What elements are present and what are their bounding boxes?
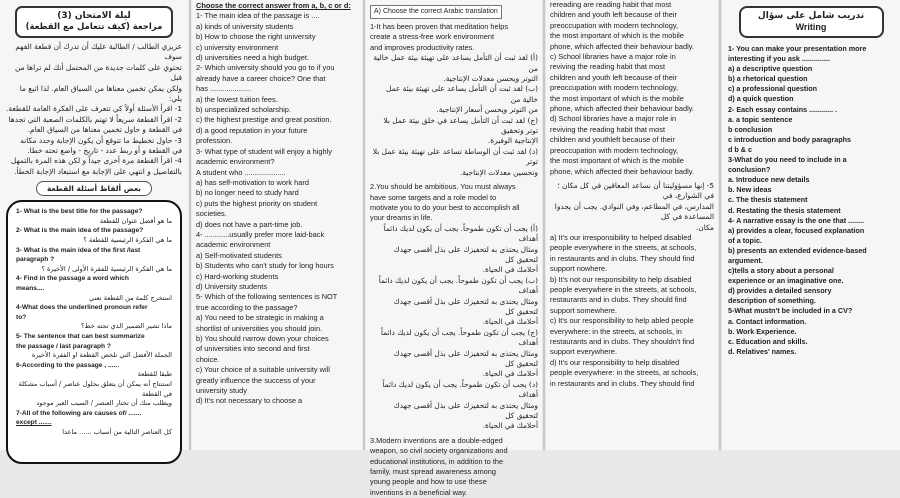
text-line: your dreams in life. (370, 213, 433, 223)
text-line: d) University students (196, 281, 268, 291)
text-line: c) university environment (196, 42, 279, 52)
text-line: phone, which affected their behaviour badly. (550, 41, 694, 51)
question-translation: ماذا تشير الضمير الذي تحته خط؟ (80, 322, 172, 331)
text-line: educational institutions, in addition to the (370, 456, 504, 466)
question-line: to? (16, 313, 27, 321)
passage-instructions (6, 42, 182, 177)
text-line: and improves productivity rates. (370, 42, 475, 52)
text-line: preoccupation with modern technology, (550, 83, 679, 93)
text-line: greatly influence the success of your (196, 375, 316, 385)
text-line: المدارس، في المطاعم، وفي النوادي. يجب أن يجدوا المساعدة في كل (554, 201, 714, 222)
text-line: b. Work Experience. (728, 326, 797, 336)
text-line: 2- Each essay contains ............ . (728, 104, 838, 114)
text-line: support everywhere. (550, 347, 617, 357)
question-translation: استخرج كلمة من القطعة تعني (89, 293, 172, 302)
text-line: a) provides a clear, focused explanation (728, 225, 865, 235)
question-translation: الجملة الأفضل التي تلخص القطعة او الفقرة الأخيرة (31, 351, 172, 360)
passage-review-title: مراجعة (كيف تتعامل مع القطعة) (25, 22, 163, 32)
text-line: التوتر ويحسن معدلات الإنتاجية. (443, 74, 538, 84)
text-line: phone, which affected their behaviour badly. (550, 104, 694, 114)
text-line: a) the lowest tuition fees. (196, 94, 278, 104)
question-line: 4- Find in the passage a word which (16, 275, 129, 283)
instruction-line: تحتوي على كلمات جديدة من المحتمل أنك لم تراها من قبل (15, 62, 182, 83)
text-line: a) You need to be strategic in making a (196, 313, 324, 323)
text-line: b conclusion (728, 124, 773, 134)
text-line: 2.You should be ambitious. You must always (370, 182, 516, 192)
text-line: d) It's not necessary to choose a (196, 396, 303, 406)
text-line: inventions in a beneficial way. (370, 487, 468, 497)
text-line: people everywhere in the streets, at schools, (550, 284, 697, 294)
question-translation: ويطلب منك أن تختار العنصر / السبب الغير موجود (36, 399, 172, 408)
text-line: d) provides a detailed sensory (728, 286, 832, 296)
text-line: (أ) يجب أن تكون طموحاً. يجب أن يكون لديك دائماً أهداف (383, 223, 538, 244)
text-line: people everywhere: in the streets, at schools, (550, 368, 699, 378)
writing-title-box (739, 6, 884, 38)
text-line: c) Your choice of a suitable university will (196, 365, 330, 375)
text-line: c) the highest prestige and great position. (196, 115, 332, 125)
question-wording-box (6, 200, 182, 464)
text-line: b) Students who can't study for long hours (196, 261, 334, 271)
question-translation: ما هي الفكرة الرئيسية للفقرة الأولى / الأخيرة ؟ (41, 264, 172, 273)
text-line: (أ) لقد ثبت أن التأمل يساعد على تهيئة بيئة عمل خالية من (373, 53, 538, 73)
text-line: c) Hard-working students (196, 271, 279, 281)
writing-training-title: تدريب شامل على سؤال (757, 11, 865, 21)
question-line: 5- The sentence that can best summarize (16, 333, 145, 340)
text-line: c)tells a story about a personal (728, 266, 834, 276)
question-translation: ما هو أفضل عنوان للقطعة (99, 216, 172, 225)
question-line: 3- What is the main idea of the first /last (16, 246, 141, 254)
question-line: 4-What does the underlined pronoun refer (16, 304, 148, 312)
question-translation: ما هي الفكرة الرئيسية للقطعة ؟ (83, 236, 172, 245)
text-line: (د) لقد ثبت أن الوساطة تساعد على تهيئة بيئة عمل بلا توتر (372, 146, 538, 167)
instruction-line: ولكن يمكن تخمين معناها من السياق العام. لذا اتبع ما يلي: (19, 83, 182, 104)
text-line: b) How to choose the right university (196, 32, 316, 42)
text-line: preoccupation with modern technology, (550, 145, 679, 155)
question-translation: استنتاج أنه يمكن أن يتعلق بحلول عناصر / أسباب مشكلة في القطعة (18, 379, 172, 398)
text-line: in restaurants and in clubs. They should find (550, 253, 695, 263)
column-divider (543, 0, 545, 450)
text-line: of universities into second and first (196, 344, 310, 354)
review-column (0, 0, 188, 450)
question-line: 7-All of the following are causes of/ ....... (16, 409, 142, 417)
question-line: except ....... (16, 419, 52, 427)
text-line: a) has self-motivation to work hard (196, 177, 309, 187)
question-line: 1- What is the best title for the passage? (16, 208, 143, 216)
text-line: already have a career choice? One that (196, 73, 326, 83)
text-line: c) a professional question (728, 84, 818, 94)
text-line: أحلامك في الحياة. (482, 265, 538, 275)
question-line: paragraph ? (16, 256, 55, 264)
translation-options-column (546, 0, 718, 450)
text-line: a. Introduce new details (728, 175, 810, 185)
text-line: b) no longer need to study hard (196, 188, 299, 198)
text-line: أحلامك في الحياة. (482, 369, 538, 379)
text-line: 5-What mustn't be included in a CV? (728, 306, 853, 316)
writing-questions-list (728, 44, 894, 357)
text-line: societies. (196, 209, 227, 219)
translation-questions-list (370, 22, 538, 498)
writing-title: Writing (795, 22, 827, 32)
text-line: 3-What do you need to include in a (728, 155, 847, 165)
question-line: 2- What is the main idea of the passage? (16, 227, 144, 235)
text-line: c introduction and body paragraphs (728, 134, 851, 144)
instruction-line: في القطعة و حاول تخمين معناها من السياق العام. (27, 125, 182, 135)
question-translation: طبقا للقطعة (137, 370, 172, 379)
text-line: d. Restating the thesis statement (728, 205, 841, 215)
text-line: d) a quick question (728, 94, 794, 104)
question-translation: كل العناصر التالية من أسباب ...... ماعدا (62, 427, 172, 436)
text-line: b. New ideas (728, 185, 772, 195)
text-line: experience or an imaginative one. (728, 276, 844, 286)
text-line: b) You should narrow down your choices (196, 334, 329, 343)
instruction-line: في القطعة و أو ربط عدد - تاريخ - واضع تحته خطا. (27, 146, 182, 156)
text-line: من التوتر ويحسن أسعار الإنتاجية. (436, 105, 538, 115)
text-line: conclusion? (728, 165, 771, 175)
text-line: b) a rhetorical question (728, 74, 808, 84)
university-questions-list (196, 11, 358, 406)
text-line: preoccupation with modern technology, (550, 20, 679, 30)
text-line: d) It's our responsibility to help disabled (550, 357, 680, 367)
text-line: children and youth left because of their (550, 72, 677, 82)
text-line: ومثال يحتذى به لتحفيزك على بذل أقصى جهدك لتحقيق كل (393, 296, 538, 316)
text-line: restaurants and in clubs. They shouldn't find (550, 337, 695, 346)
text-line: in restaurants and in clubs. They should find (550, 378, 695, 388)
choose-answer-header: Choose the correct answer from a, b, c or d: (196, 1, 351, 10)
text-line: children and youth left because of their (550, 10, 677, 20)
translation-options-list (550, 0, 714, 389)
text-line: university study (196, 386, 247, 396)
text-line: أحلامك في الحياة. (482, 421, 538, 431)
text-line: of a topic. (728, 235, 762, 245)
text-line: a) It's our irresponsibility to helped disabled (550, 232, 692, 242)
question-line: the passage / last paragraph ? (16, 342, 111, 350)
question-line: means.... (16, 285, 45, 293)
question-line: 6-According to the passage , ...... (16, 361, 119, 369)
exam-night-title-box (15, 6, 173, 38)
translation-section-label: A) Choose the correct Arabic translation (370, 5, 502, 19)
text-line: support somewhere. (550, 305, 617, 315)
text-line: a) a descriptive question (728, 64, 813, 74)
text-line: 4- A narrative essay is the one that ........ (728, 215, 865, 225)
text-line: 5- Which of the following sentences is NOT (196, 292, 338, 302)
text-line: argument. (728, 255, 763, 265)
text-line: a. Contact information. (728, 316, 807, 326)
text-line: 1-It has been proven that meditation helps (370, 22, 509, 31)
instruction-line: 3- حاول تخطيط ما تتوقع أن يكون الإجابة وحدد مكانه (20, 135, 182, 145)
instruction-line: 4- اقرأ القطعة مرة أخرى جيداً و لكن هذه المرة بالتمهل (10, 156, 182, 166)
text-line: everywhere: in the streets, at schools, in (550, 326, 682, 336)
exam-night-title: ليلة الامتحان (3) (57, 11, 131, 21)
text-line: ومثال يحتذى به لتحفيزك على بذل أقصى جهدك لتحقيق كل (393, 244, 538, 264)
text-line: description of something. (728, 296, 816, 306)
text-line: 2- Which university should you go to if you (196, 63, 335, 73)
text-line: 3.Modern inventions are a double-edged (370, 435, 503, 445)
text-line: young people and how to use these (370, 477, 487, 487)
column-divider (719, 0, 721, 450)
text-line: children and youthleft because of their (550, 135, 675, 145)
instruction-line: 2- اقرأ القطعة سريعاً لا تهتم بالكلمات الصعبة التي تجدها (8, 114, 182, 124)
university-questions-column (192, 0, 362, 450)
text-line: has .................... (196, 84, 252, 94)
text-line: a) kinds of university students (196, 21, 294, 31)
text-line: b) unspecialized scholarship. (196, 105, 291, 115)
text-line: 1- You can make your presentation more (728, 44, 867, 53)
text-line: 3- What type of student will enjoy a highly (196, 146, 332, 156)
text-line: family, must spread awareness among (370, 467, 496, 477)
text-line: 4- ............usually prefer more laid-back (196, 229, 325, 239)
text-line: the most important of which is the mobile (550, 31, 684, 41)
text-line: a) Self-motivated students (196, 250, 282, 260)
text-line: support nowhere. (550, 264, 608, 274)
text-line: (د) يجب أن تكون طموحاً. يجب أن يكون لديك دائماً أهداف (382, 379, 538, 400)
column-divider (363, 0, 365, 450)
question-wording-subtitle: بعض ألفاظ أسئلة القطعة (36, 181, 152, 196)
instruction-line: 1- اقرأ الأسئلة أولاً كي تتعرف على الفكرة العامة للقطعة. (6, 104, 182, 114)
text-line: 1- The main idea of the passage is .... (196, 11, 320, 21)
text-line: c. Education and skills. (728, 336, 808, 346)
text-line: academic environment? (196, 157, 275, 167)
text-line: phone, which affected their behaviour badly. (550, 166, 694, 176)
text-line: d) universities need a high budget. (196, 53, 309, 63)
text-line: d) School libraries have a major role in (550, 114, 677, 124)
text-line: (ج) يجب أن تكون طموحاً. يجب أن يكون لديك دائماً أهداف (380, 327, 538, 348)
text-line: (ج) لقد ثبت أن التأمل يساعد في خلق بيئة عمل بلا توتر وتحقيق (383, 115, 538, 136)
text-line: d) does not have a part-time job. (196, 219, 303, 229)
column-divider (189, 0, 191, 450)
text-line: ومثال يحتذى به لتحفيزك على بذل أقصى جهدك لتحقيق كل (393, 400, 538, 421)
text-line: the most important of which is the mobile (550, 156, 684, 166)
text-line: have some targets and a role model to (370, 192, 497, 202)
text-line: d b & c (728, 144, 752, 154)
text-line: مكان. (695, 222, 714, 232)
text-line: choice. (196, 354, 220, 364)
text-line: true according to the passage? (196, 302, 298, 312)
text-line: c. The thesis statement (728, 195, 808, 205)
text-line: reviving the reading habit that most (550, 124, 666, 134)
text-line: (ب) لقد ثبت أن التأمل يساعد على تهيئة بيئة عمل خالية من (386, 84, 538, 104)
text-line: reviving the reading habit that most (550, 62, 666, 72)
text-line: profession. (196, 136, 233, 146)
text-line: academic environment (196, 240, 271, 250)
text-line: a. a topic sentence (728, 114, 793, 124)
text-line: the most important of which is the mobile (550, 93, 684, 103)
text-line: b) It's not our responsibility to help disabled (550, 274, 692, 284)
text-line: shortlist of universities you should join. (196, 323, 323, 333)
instruction-line: بالتفاصيل و انتهي على الإجابة مع استبعاد الإجابة الخطأ. (14, 166, 182, 176)
text-line: rereading are reading habit that most (550, 0, 672, 9)
text-line: b) presents an extended evidence-based (728, 245, 867, 255)
text-line: create a stress-free work environment (370, 32, 495, 42)
text-line: d) a good reputation in your future (196, 125, 308, 135)
text-line: weapon, so civil society organizations and (370, 446, 508, 456)
text-line: motivate you to do your best to accomplish all (370, 202, 520, 212)
text-line: A student who .................... (196, 167, 286, 177)
text-line: c) School libraries have a major role in (550, 52, 676, 62)
writing-column (722, 0, 900, 450)
text-line: restaurants and in clubs. They should find (550, 295, 687, 305)
text-line: d. Relatives' names. (728, 346, 797, 356)
instruction-line: عزيزي الطالب / الطالبة عليك أن تدرك أن قطعة الفهم سوف (15, 42, 182, 62)
text-line: people everywhere in the streets, at schools, (550, 243, 697, 253)
text-line: c) puts the highest priority on student (196, 198, 318, 208)
text-line: الإنتاجية الوفيرة. (487, 136, 538, 146)
text-line: ومثال يحتذى به لتحفيزك على بذل أقصى جهدك لتحقيق كل (393, 348, 538, 368)
text-line: 5- إنها مسؤوليتنا أن نساعد المعاقين في كل مكان ؛ في الشوارع، في (557, 180, 714, 201)
text-line: c) It's our responsibility to help abled people (550, 316, 694, 326)
text-line: وتحسين معدلات الإنتاجية. (459, 167, 538, 177)
translation-column (366, 0, 542, 497)
text-line: interesting if you ask .............. (728, 54, 830, 64)
text-line: (ب) يجب أن تكون طموحاً. يجب أن يكون لديك دائماً أهداف (378, 275, 538, 296)
text-line: أحلامك في الحياة. (482, 317, 538, 327)
